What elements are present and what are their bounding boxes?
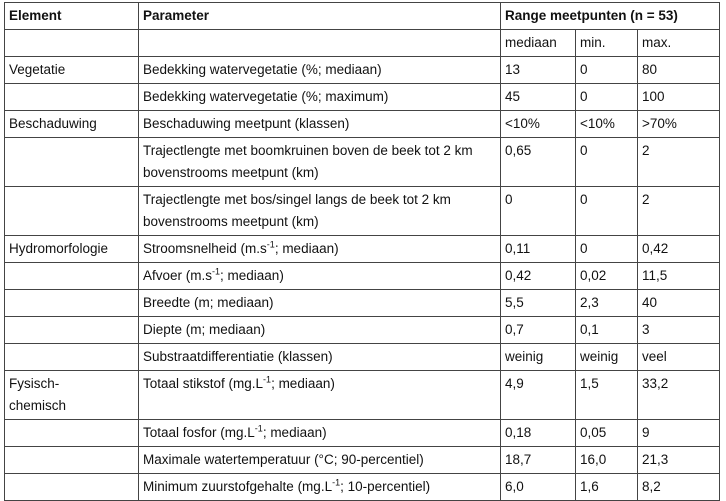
mediaan-cell: 0,7 <box>501 317 576 344</box>
max-cell: 21,3 <box>638 447 720 474</box>
table-row <box>5 447 720 474</box>
parameter-cell: Totaal fosfor ($mg.L^{-1}$; mediaan) <box>139 420 501 447</box>
mediaan-cell: 0,18 <box>501 420 576 447</box>
element-cell <box>5 317 139 344</box>
min-cell: 0 <box>576 57 638 84</box>
table-row <box>5 111 720 138</box>
max-cell: 33,2 <box>638 371 720 420</box>
parameter-cell: Minimum zuurstofgehalte ($mg.L^{-1}$; 10-percentiel) <box>139 474 501 501</box>
element-cell <box>5 138 139 187</box>
element-cell: Hydromorfologie <box>5 236 139 263</box>
max-cell: 100 <box>638 84 720 111</box>
min-cell: 16,0 <box>576 447 638 474</box>
header-row <box>5 3 720 30</box>
element-cell <box>5 447 139 474</box>
parameter-cell: Bedekking watervegetatie (%; maximum) <box>139 84 501 111</box>
table-row <box>5 290 720 317</box>
element-cell <box>5 263 139 290</box>
max-cell: 2 <box>638 187 720 236</box>
min-cell: weinig <box>576 344 638 371</box>
mediaan-cell: 0 <box>501 187 576 236</box>
mediaan-cell: 5,5 <box>501 290 576 317</box>
table-row <box>5 263 720 290</box>
subheader-empty-1 <box>5 30 139 57</box>
max-cell: >70% <box>638 111 720 138</box>
table-row <box>5 236 720 263</box>
table-row <box>5 420 720 447</box>
element-cell <box>5 187 139 236</box>
parameter-cell: Trajectlengte met boomkruinen boven de beek tot 2 km bovenstrooms meetpunt (km) <box>139 138 501 187</box>
element-cell <box>5 344 139 371</box>
header-range: Range meetpunten (n = 53) <box>501 3 720 30</box>
mediaan-cell: 45 <box>501 84 576 111</box>
table-row <box>5 187 720 236</box>
max-cell: veel <box>638 344 720 371</box>
min-cell: 0,02 <box>576 263 638 290</box>
min-cell: 2,3 <box>576 290 638 317</box>
parameter-cell: Diepte (m; mediaan) <box>139 317 501 344</box>
parameter-cell: Stroomsnelheid ($m.s^{-1}$; mediaan) <box>139 236 501 263</box>
mediaan-cell: 0,11 <box>501 236 576 263</box>
mediaan-cell: 13 <box>501 57 576 84</box>
subheader-mediaan: mediaan <box>501 30 576 57</box>
min-cell: 1,6 <box>576 474 638 501</box>
table-row <box>5 138 720 187</box>
max-cell: 0,42 <box>638 236 720 263</box>
parameter-cell: Trajectlengte met bos/singel langs de beek tot 2 km bovenstrooms meetpunt (km) <box>139 187 501 236</box>
max-cell: 40 <box>638 290 720 317</box>
parameter-cell: Maximale watertemperatuur (°C; 90-percentiel) <box>139 447 501 474</box>
subheader-min: min. <box>576 30 638 57</box>
max-cell: 9 <box>638 420 720 447</box>
header-parameter: Parameter <box>139 3 501 30</box>
mediaan-cell: <10% <box>501 111 576 138</box>
mediaan-cell: weinig <box>501 344 576 371</box>
min-cell: 0,1 <box>576 317 638 344</box>
element-cell: Fysisch- chemisch <box>5 371 139 420</box>
subheader-max: max. <box>638 30 720 57</box>
max-cell: 80 <box>638 57 720 84</box>
mediaan-cell: 0,42 <box>501 263 576 290</box>
element-cell: Beschaduwing <box>5 111 139 138</box>
parameter-cell: Substraatdifferentiatie (klassen) <box>139 344 501 371</box>
parameter-cell: Bedekking watervegetatie (%; mediaan) <box>139 57 501 84</box>
min-cell: <10% <box>576 111 638 138</box>
data-table <box>4 2 720 501</box>
element-cell <box>5 84 139 111</box>
mediaan-cell: 18,7 <box>501 447 576 474</box>
max-cell: 8,2 <box>638 474 720 501</box>
max-cell: 3 <box>638 317 720 344</box>
min-cell: 0 <box>576 187 638 236</box>
table-row <box>5 317 720 344</box>
max-cell: 2 <box>638 138 720 187</box>
mediaan-cell: 4,9 <box>501 371 576 420</box>
table-row <box>5 84 720 111</box>
element-cell <box>5 420 139 447</box>
max-cell: 11,5 <box>638 263 720 290</box>
table-row <box>5 57 720 84</box>
table-row <box>5 344 720 371</box>
table-row <box>5 371 720 420</box>
table-row <box>5 474 720 501</box>
subheader-row <box>5 30 720 57</box>
min-cell: 0 <box>576 236 638 263</box>
min-cell: 0 <box>576 138 638 187</box>
min-cell: 0,05 <box>576 420 638 447</box>
parameter-cell: Totaal stikstof ($mg.L^{-1}$; mediaan) <box>139 371 501 420</box>
mediaan-cell: 0,65 <box>501 138 576 187</box>
parameter-cell: Beschaduwing meetpunt (klassen) <box>139 111 501 138</box>
element-cell <box>5 474 139 501</box>
subheader-empty-2 <box>139 30 501 57</box>
parameter-cell: Afvoer ($m.s^{-1}$; mediaan) <box>139 263 501 290</box>
parameter-cell: Breedte (m; mediaan) <box>139 290 501 317</box>
mediaan-cell: 6,0 <box>501 474 576 501</box>
header-element: Element <box>5 3 139 30</box>
element-cell: Vegetatie <box>5 57 139 84</box>
min-cell: 0 <box>576 84 638 111</box>
element-cell <box>5 290 139 317</box>
min-cell: 1,5 <box>576 371 638 420</box>
